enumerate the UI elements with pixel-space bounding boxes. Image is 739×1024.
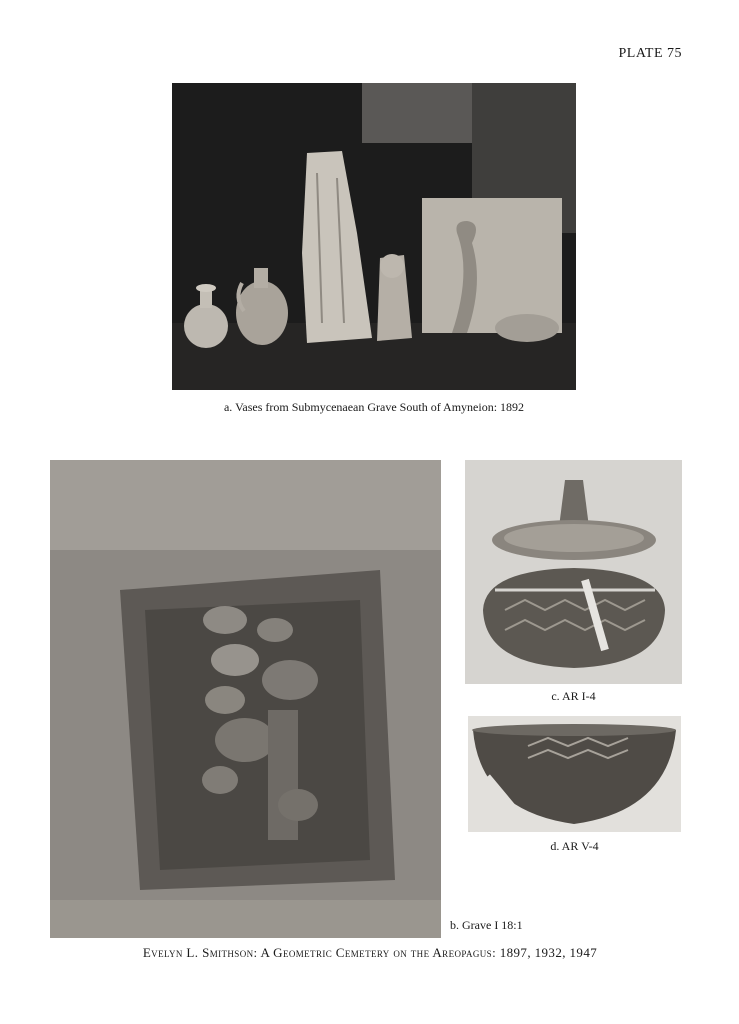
photo-grave-excavation bbox=[50, 460, 441, 938]
caption-figure-d: d. AR V-4 bbox=[550, 839, 599, 853]
photo-bowl-ar-v-4 bbox=[468, 716, 681, 832]
caption-figure-b: b. Grave I 18:1 bbox=[450, 918, 523, 932]
plate-number: PLATE 75 bbox=[618, 46, 682, 61]
photo-pyxis-ar-i-4 bbox=[465, 460, 682, 684]
caption-figure-c: c. AR I-4 bbox=[551, 689, 596, 703]
photo-vases-amyneion bbox=[172, 83, 576, 390]
caption-figure-a: a. Vases from Submycenaean Grave South of Amyneion: 1892 bbox=[223, 400, 525, 414]
running-footer: Evelyn L. Smithson: A Geometric Cemetery on the Areopagus: 1897, 1932, 1947 bbox=[142, 945, 598, 960]
